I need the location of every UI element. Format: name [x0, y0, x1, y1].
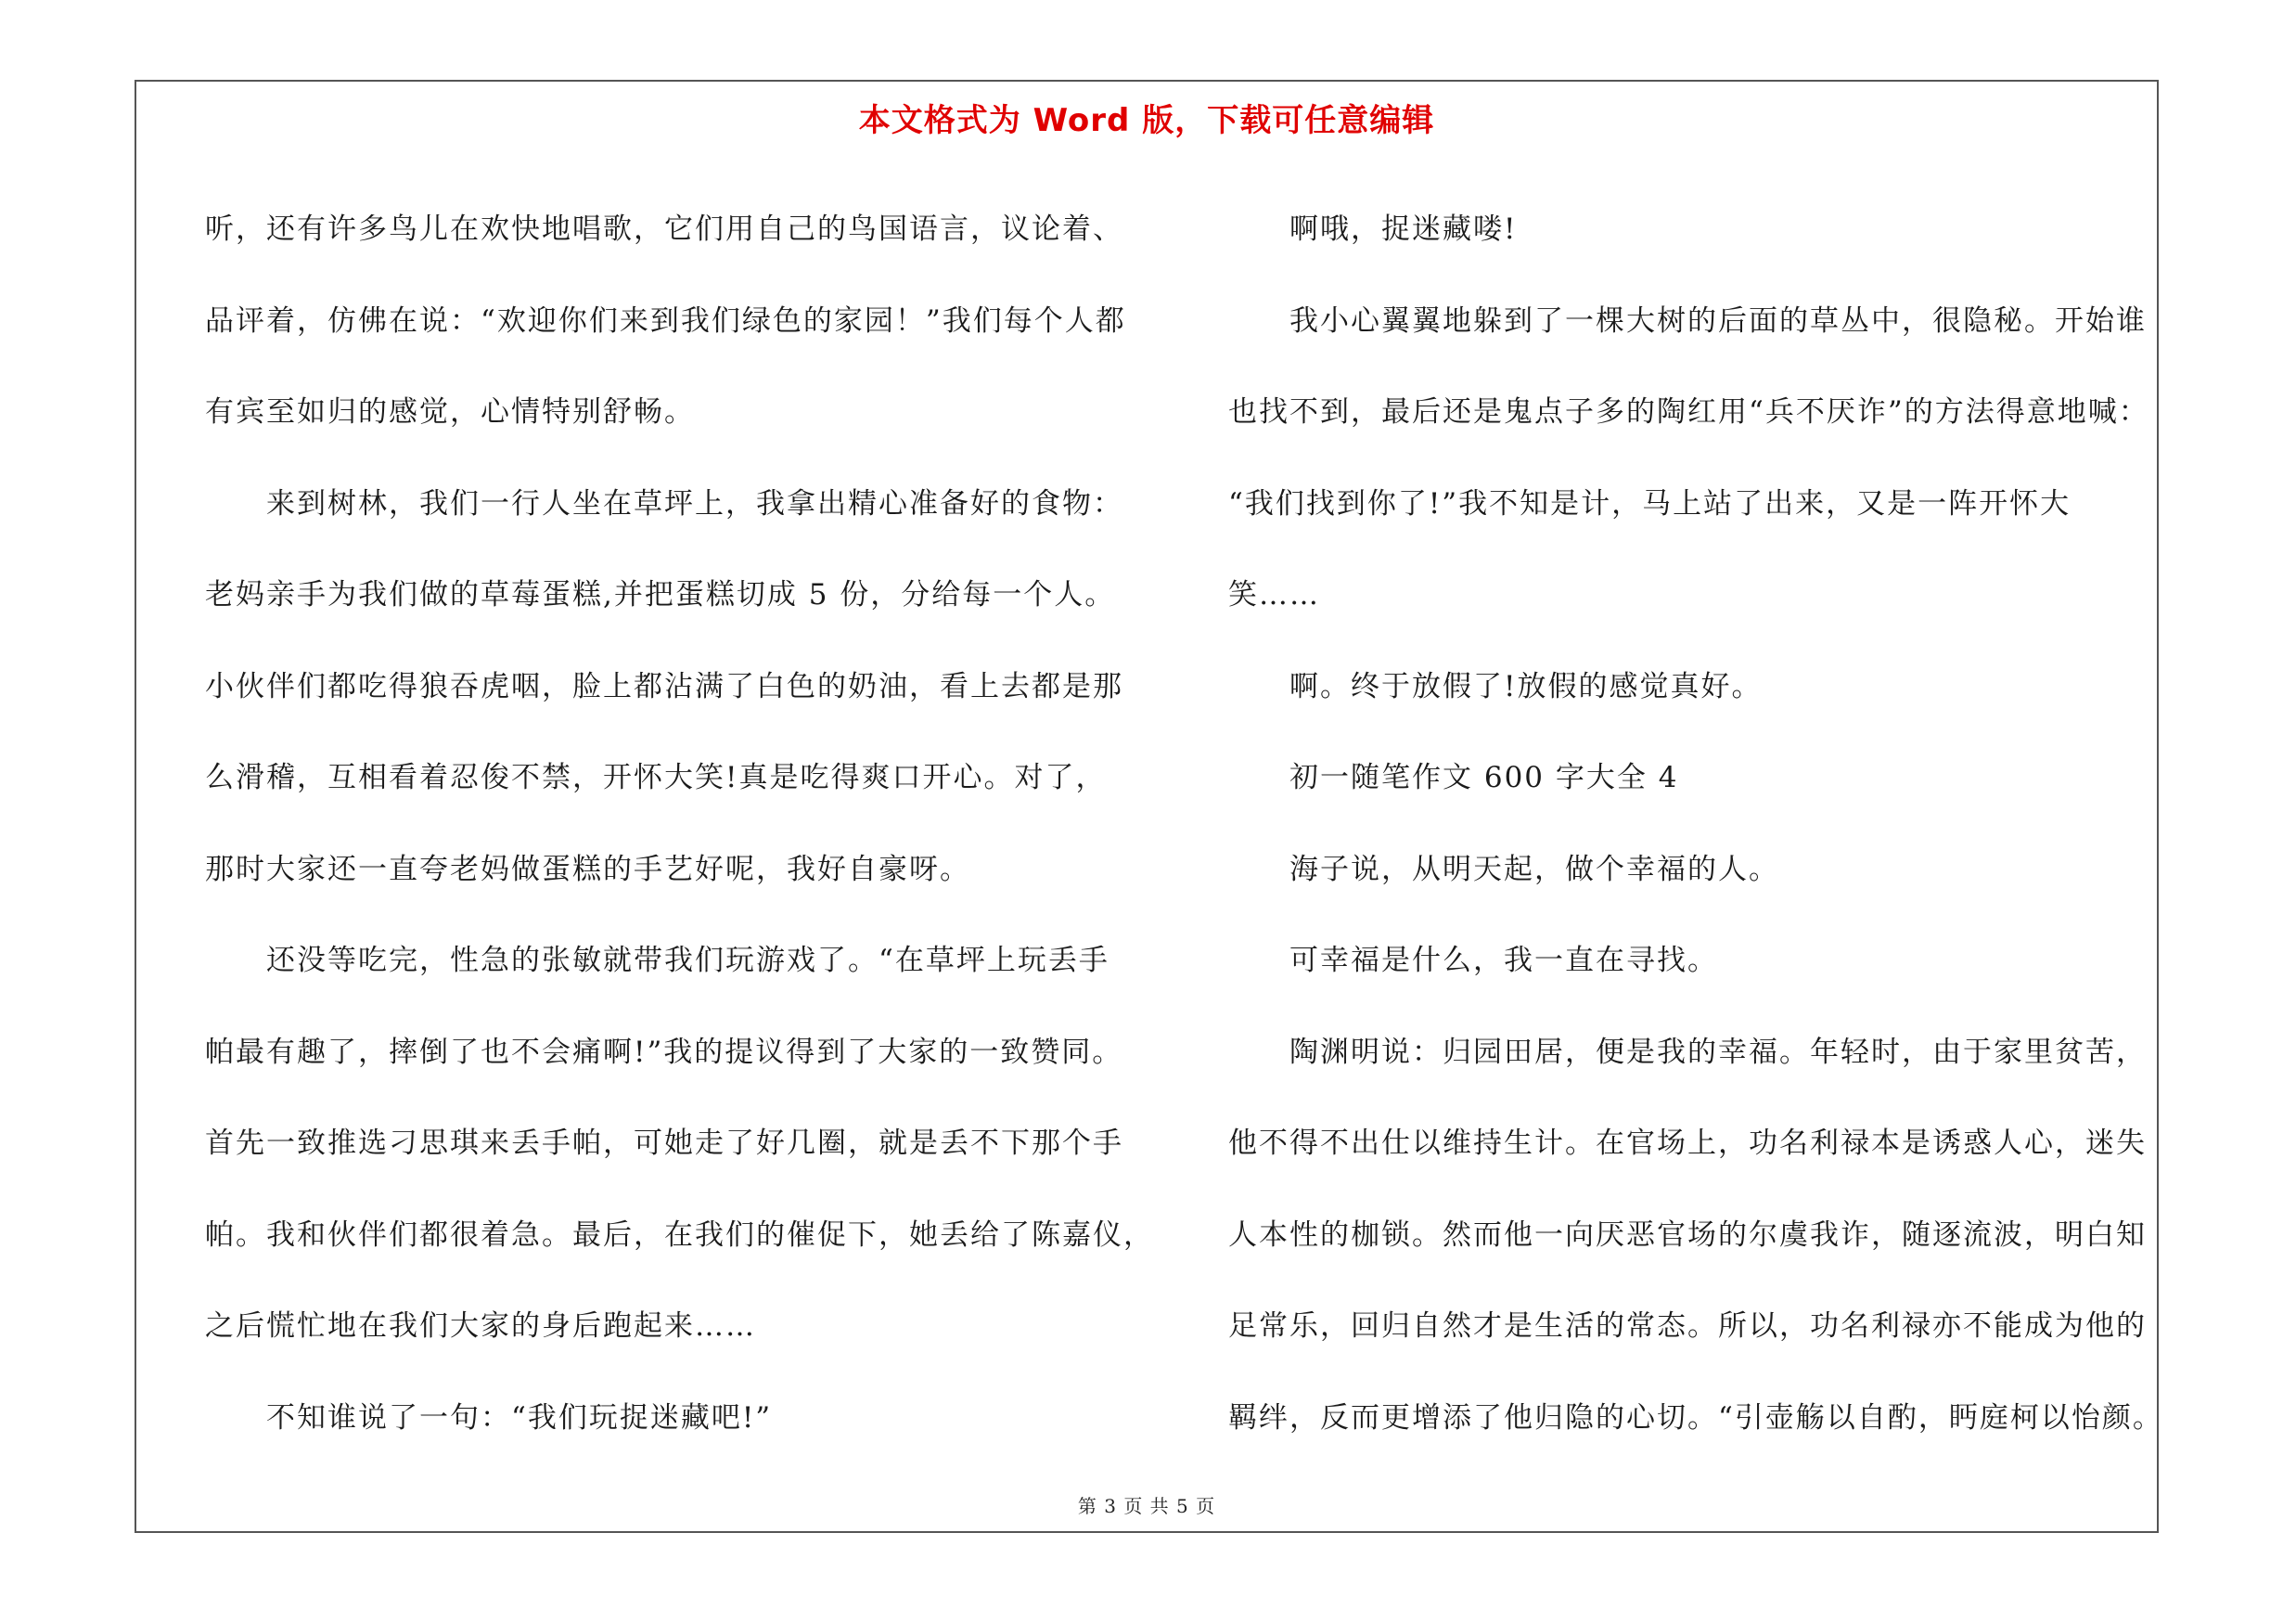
paragraph-start-line: 可幸福是什么，我一直在寻找。	[1289, 944, 1718, 977]
text-line: “我们找到你了!”我不知是计，马上站了出来，又是一阵开怀大	[1228, 486, 2072, 521]
page-header-notice: 本文格式为 Word 版，下载可任意编辑	[858, 102, 1435, 139]
text-line: 听，还有许多鸟儿在欢快地唱歌，它们用自己的鸟国语言，议论着、	[205, 213, 1123, 246]
text-line: 老妈亲手为我们做的草莓蛋糕,并把蛋糕切成 5 份，分给每一个人。	[205, 578, 1116, 612]
left-text-column	[205, 184, 1154, 1463]
text-line: 帕。我和伙伴们都很着急。最后，在我们的催促下，她丢给了陈嘉仪，	[205, 1217, 1154, 1252]
text-line: 品评着，仿佛在说：“欢迎你们来到我们绿色的家园！”我们每个人都	[205, 303, 1126, 338]
paragraph-start-line: 啊。终于放假了!放假的感觉真好。	[1289, 669, 1763, 703]
text-line: 也找不到，最后还是鬼点子多的陶红用“兵不厌诈”的方法得意地喊：	[1228, 395, 2149, 429]
text-line: 笑……	[1228, 578, 1320, 612]
text-line: 小伙伴们都吃得狼吞虎咽，脸上都沾满了白色的奶油，看上去都是那	[205, 669, 1123, 703]
text-line: 那时大家还一直夸老妈做蛋糕的手艺好呢，我好自豪呀。	[205, 852, 970, 886]
paragraph-start-line: 还没等吃完，性急的张敏就带我们玩游戏了。“在草坪上玩丢手	[266, 944, 1110, 977]
paragraph-start-line: 我小心翼翼地躲到了一棵大树的后面的草丛中，很隐秘。开始谁	[1289, 303, 2147, 338]
text-line: 之后慌忙地在我们大家的身后跑起来……	[205, 1309, 756, 1343]
text-line: 首先一致推选刁思琪来丢手帕，可她走了好几圈，就是丢不下那个手	[205, 1127, 1123, 1160]
page-number-footer: 第 3 页 共 5 页	[1077, 1495, 1216, 1517]
paragraph-start-line: 陶渊明说：归园田居，便是我的幸福。年轻时，由于家里贫苦，	[1289, 1035, 2147, 1069]
paragraph-start-line: 海子说，从明天起，做个幸福的人。	[1289, 852, 1779, 886]
text-line: 足常乐，回归自然才是生活的常态。所以，功名利禄亦不能成为他的	[1228, 1309, 2147, 1343]
section-heading: 初一随笔作文 600 字大全 4	[1289, 761, 1679, 794]
paragraph-start-line: 来到树林，我们一行人坐在草坪上，我拿出精心准备好的食物：	[266, 486, 1123, 521]
text-line: 他不得不出仕以维持生计。在官场上，功名利禄本是诱惑人心，迷失	[1228, 1127, 2147, 1160]
paragraph-start-line: 不知谁说了一句：“我们玩捉迷藏吧!”	[266, 1400, 773, 1435]
document-page	[135, 80, 2163, 1533]
text-line: 有宾至如归的感觉，心情特别舒畅。	[205, 395, 695, 429]
text-line: 帕最有趣了，摔倒了也不会痛啊!”我的提议得到了大家的一致赞同。	[205, 1035, 1123, 1069]
text-line: 羁绊，反而更增添了他归隐的心切。“引壶觞以自酌，眄庭柯以怡颜。	[1228, 1400, 2163, 1435]
paragraph-start-line: 啊哦，捉迷藏喽!	[1289, 213, 1518, 246]
text-line: 么滑稽，互相看着忍俊不禁，开怀大笑!真是吃得爽口开心。对了，	[205, 761, 1107, 794]
right-text-column	[1228, 184, 2163, 1463]
text-line: 人本性的枷锁。然而他一向厌恶官场的尔虞我诈，随逐流波，明白知	[1228, 1217, 2147, 1252]
